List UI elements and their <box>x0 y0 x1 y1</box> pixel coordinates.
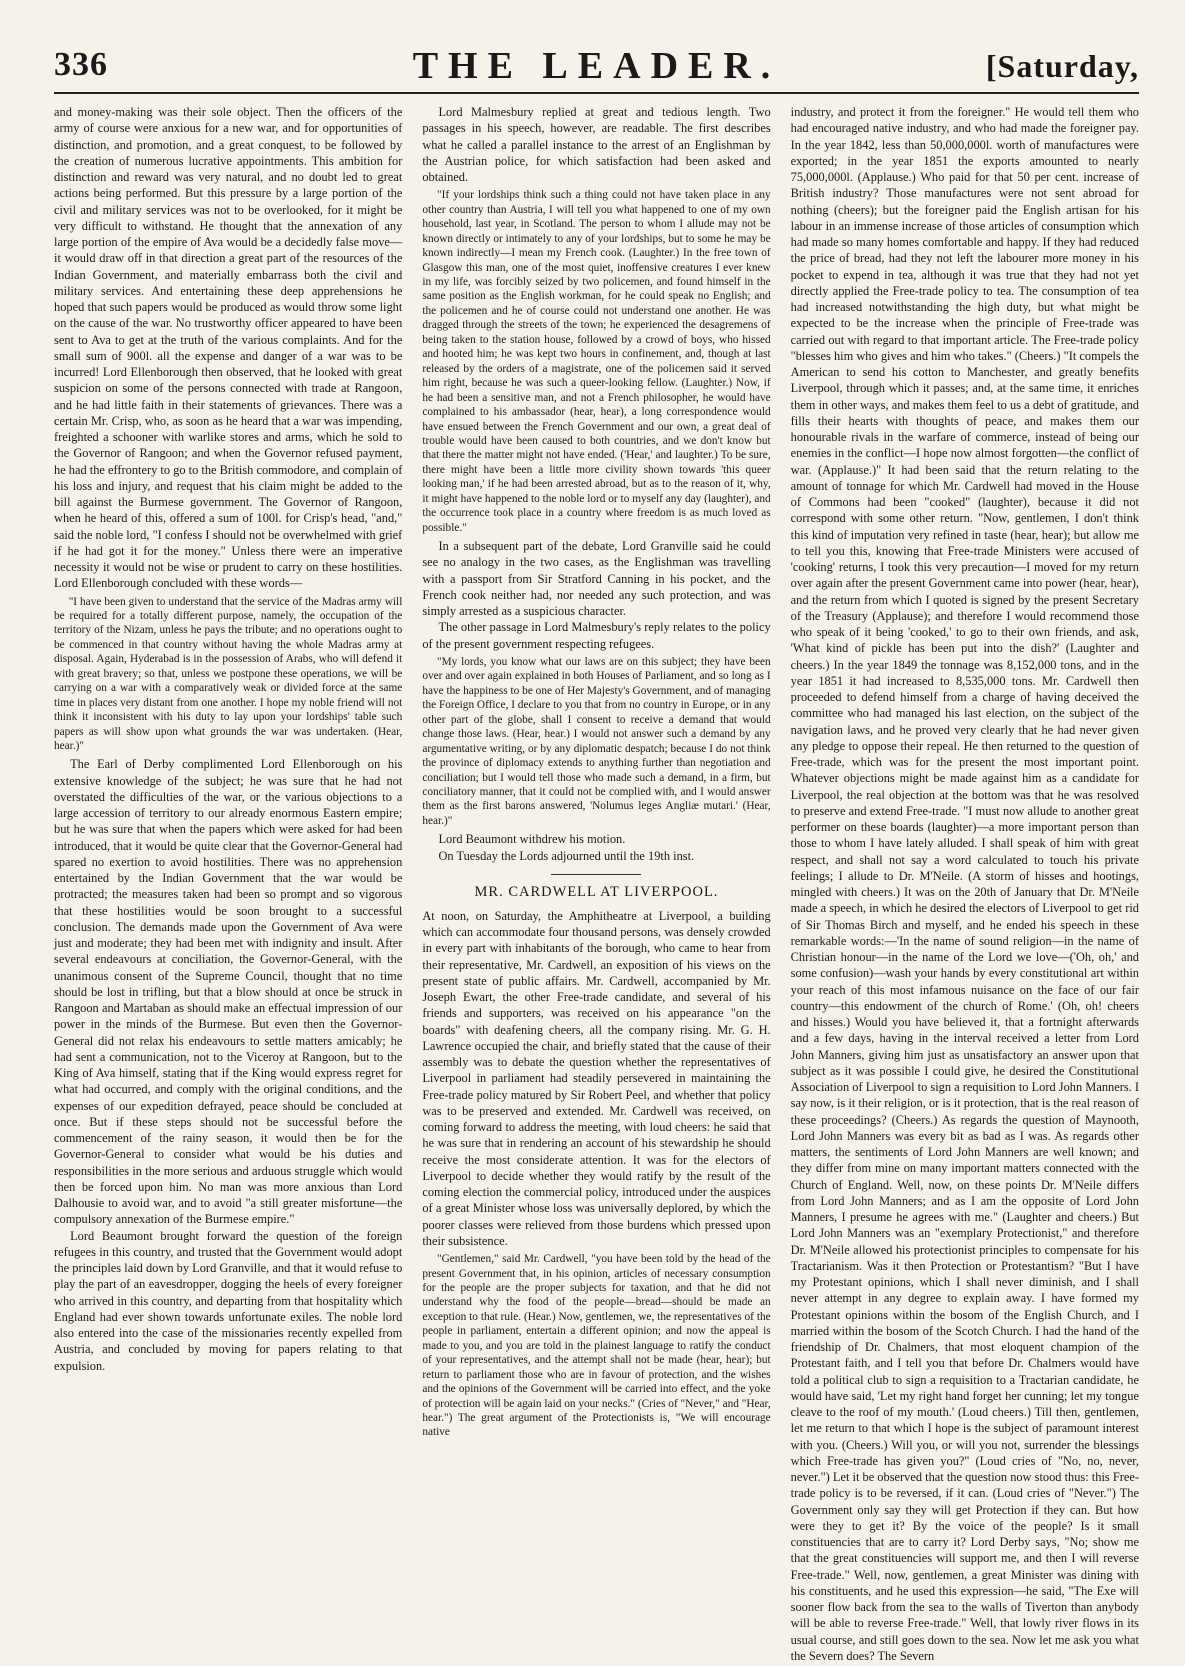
quoted-speech: "My lords, you know what our laws are on this subject; they have been over and over again explained in both Houses of Parliament, and so long as I have the happiness to be one of Her Majesty's Government, and of managing the Foreign Office, I declare to you that from no country in Europe, or in any other part of the globe, shall I consent to receive a demand that would change those laws. (Hear, hear.) I would not answer such a demand by any argumentative writing, or by any diplomatic despatch; because I do not think the province of diplomacy extends to anything further than negotiation and conciliation; but I would tell those who made such a demand, in a firm, but conciliatory manner, that it could not be complied with, and I would answer them as the first barons answered, 'Nolumus leges Angliæ mutari.' (Hear, hear.)" <box>422 655 771 827</box>
newspaper-title: THE LEADER. <box>412 45 781 87</box>
article-paragraph: The other passage in Lord Malmesbury's reply relates to the policy of the present government respecting refugees. <box>422 620 771 651</box>
column-2 <box>422 104 770 1649</box>
column-3 <box>790 104 1139 1663</box>
column-1 <box>54 104 402 1649</box>
article-paragraph: The Earl of Derby complimented Lord Ellenborough on his extensive knowledge of the subject; he was sure that he had not overstated the difficulties of the war, or the various objections to a large accession of territory to our already enormous Eastern empire; but he was sure that when the papers which were asked for had been introduced, that it would be quite clear that the Governor-General had spared no exertion to avoid hostilities. There was no apprehension entertained by the Indian Government that the war would be protracted; the measures taken had been so prompt and so vigorous that these hostilities would be soon brought to a successful conclusion. The demands made upon the Government of Ava were just and moderate; they had been met with indignity and insult. After several endeavours at conciliation, the Governor-General, with the unanimous consent of the Supreme Council, thought that no time should be lost in trifling, but that a blow should at once be struck in Rangoon and Martaban as should make an effectual impression of our power in the minds of the Burmese. But even then the Governor-General did not relax his endeavours to settle matters amicably; he had sent a communication, not to the Viceroy at Rangoon, but to the King of Ava himself, stating that if the King would express regret for what had occurred, and comply with the original conditions, and the expenses of our expedition defrayed, peace should be concluded at once. But if these steps should not be successful before the commencement of the rainy season, it would then be for the Governor-General to consider what would be his duties and responsibilities in the more serious and arduous struggle which would then be forced upon him. No man was more anxious than Lord Dalhousie to avoid war, and to avoid "a still greater misfortune—the compulsory annexation of the Burmese empire." <box>54 757 403 1227</box>
article-paragraph: In a subsequent part of the debate, Lord Granville said he could see no analogy in the two cases, as the Englishman was travelling with a passport from Sir Stratford Canning in his pocket, and the French cook neither had, nor needed any such protection, and was simply arrested as a suspicious character. <box>422 539 771 619</box>
article-paragraph: industry, and protect it from the foreigner." He would tell them who had encouraged native industry, and who had made the foreigner pay. In the year 1842, less than 50,000,000l. worth of manufactures were exported; in the year 1851 the exports amounted to nearly 75,000,000l. (Applause.) Who paid for that 50 per cent. increase of British industry? Those manufactures were not sent abroad for nothing (cheers); but the foreigner paid the English artisan for his labour in an immense increase of those articles of consumption which had made so many homes comfortable and happy. If they had reduced the price of bread, had they not left the labourer more money in his pocket to expend in tea, although it was true that they had not yet directly applied the Free-trade policy to tea. The consumption of tea had increased notwithstanding the high duty, but what might be expected to be the increase when the principle of Free-trade was carried out with regard to that important article. The Free-trade policy "blesses him who gives and him who takes." (Cheers.) "It compels the American to send his cotton to Manchester, and greatly benefits Liverpool, through which it passes; and, at the same time, it enriches them in other ways, and makes them feel to us a debt of gratitude, and fills their hearts with thoughts of peace, and makes them our honourable rivals in the warfare of commerce, instead of being our enemies in the conflict—I hope now almost forgotten—the conflict of war. (Applause.)" It had been said that the return relating to the amount of tonnage for which Mr. Cardwell had moved in the House of Commons had been "cooked" (laughter), because it did not correspond with some other return. "Now, gentlemen, I don't think this kind of imputation very refined in taste (hear, hear); but allow me to tell you this, knowing that Free-trade Ministers were accused of 'cooking' returns, I took this very precaution—I moved for my return over again after the present Government came into power (hear, hear), and the return from which I quoted is signed by the present Secretary of the Treasury (Applause); and therefore I would recommend those who speak of it being 'cooked,' to go to their own friends, and ask, 'What kind of pickle has been put into the dish?' (Laughter and cheers.) In the year 1849 the tonnage was 8,152,000 tons, and in the year 1851 it had increased to 8,535,000 tons. Mr. Cardwell then proceeded to defend himself from a charge of having deceived the committee who had managed his last election, on the subject of the navigation laws, and he proved very clearly that he had never given any pledge to oppose their repeal. He then returned to the question of Free-trade, which was for the present the most important point. Whatever objections might be made against him as a candidate for Liverpool, the real objection at the bottom was that he was resolved to preserve and extend Free-trade. "I must now allude to another great performer on these boards (laughter)—a more important person than those to whom I have lately alluded. I shall speak of him with great respect, and shall not say a word calculated to touch his private feelings; I allude to Dr. M'Neile. (A storm of hisses and hootings, mingled with cheers.) It was on the 20th of January that Dr. M'Neile made a speech, in which he desired the electors of Liverpool to get rid of Sir Thomas Birch and myself, and he ended his speech in these remarkable words:—'In the name of sound religion—in the name of Christian honour—in the name of the Lord we love—('Oh, oh,' and some confusion)—wash your hands by every constitutional art within your reach of this most infamous nuisance on the face of our fair country—this endowment of the church of Rome.' (Oh, oh! cheers and hisses.) Would you have believed it, that a fortnight afterwards and a few days, having in the interval received a letter from Lord John Manners, giving him just as unsatisfactory an answer upon that subject as it was possible I could give, he desired the Constitutional Association of Liverpool to sign a requisition to Lord John Manners. I say now, is it their religion, or is it protection, that is the real reason of these proceedings? (Cheers.) As regards the question of Maynooth, Lord John Manners was every bit as bad as I was. As regards other matters, the sentiments of Lord John Manners are well known; and they differ from mine on many important matters connected with the Church of England. Well, now, on these points Dr. M'Neile differs from Lord John Manners; and as I am the opposite of Lord John Manners, I presume he agrees with me." (Laughter and cheers.) But Lord John Manners was an "exemplary Protectionist," and therefore Dr. M'Neile allowed his protectionist principles to compensate for his Tractarianism. Was it then Protection or Protestantism? "But I have my Protestant opinions, which I shall never diminish, and I shall never attempt in any degree to explain away. I have formed my Protestant opinions within the bosom of the English Church, and I married within the bosom of the Scotch Church. I had the hand of the friendship of Dr. Chalmers, that most eloquent champion of the Protestant faith, and I tell you that before Dr. Chalmers would have told a political club to sign a requisition to a Tractarian candidate, he would have said, 'Let my right hand forget her cunning; let my tongue cleave to the roof of my mouth.' (Loud cheers.) Till then, gentlemen, let me return to that which I hope is the subject of paramount interest with you. (Cheers.) Will you, or will you not, surrender the blessings which Free-trade has given you?" (Loud cries of "No, no, never, never.") Let it be observed that the question now stood thus: this Free-trade policy is to be reversed, if it can. (Loud cries of "Never.") The Government only say they will get Protection if they can. But how were they to get it? By the voice of the people? Is it small constituencies that are to carry it? Lord Derby says, "No; show me that the great constituencies will support me, and then I will reverse Free-trade." Well, now, gentlemen, a great Minister was dining with his constituents, and he used this expression—he said, "The Exe will sooner flow back from the sea to the walls of Tiverton than anybody will be able to reverse Free-trade." Well, that lowly river flows in its usual course, and still goes down to the sea. Now let me ask you what the Severn does? The Severn <box>790 105 1139 1663</box>
article-paragraph: Lord Beaumont withdrew his motion. <box>438 832 626 847</box>
quoted-speech: "I have been given to understand that the service of the Madras army will be required for a totally different purpose, namely, the occupation of the territory of the Nizam, unless he pays the tribute; and no operations ought to be commenced in that country without having the whole Madras army at disposal. Again, Hyderabad is in the possession of Arabs, who will defend it with great bravery; so that, unless we postpone these operations, we will be carrying on a war with a comparatively weak or divided force at the same time in places very distant from one another. I hope my noble friend will not think it inconsistent with his duty to lay upon your lordships' table such papers as will show upon what grounds the war was undertaken. (Hear, hear.)" <box>54 595 403 753</box>
section-divider <box>551 874 641 875</box>
article-paragraph: On Tuesday the Lords adjourned until the 19th inst. <box>438 848 695 863</box>
article-paragraph: Lord Beaumont brought forward the question of the foreign refugees in this country, and trusted that the Government would adopt the principles laid down by Lord Granville, and that it would refuse to play the part of an eavesdropper, dogging the heels of every foreigner who arrived in this country, and departing from that hospitality which England had ever shown towards unfortunate exiles. The noble lord also entered into the case of the missionaries recently expelled from Austria, and concluded by moving for papers relating to that expulsion. <box>54 1228 403 1373</box>
dateline: [Saturday, <box>985 48 1139 84</box>
article-paragraph: At noon, on Saturday, the Amphitheatre at Liverpool, a building which can accommodate four thousand persons, was densely crowded in every part with inhabitants of the borough, who came to hear from their representative, Mr. Cardwell, an exposition of his views on the present state of public affairs. Mr. Cardwell, accompanied by Mr. Joseph Ewart, the other Free-trade candidate, and several of his friends and supporters, was received on his appearance "on the boards" with deafening cheers, all the company rising. Mr. G. H. Lawrence occupied the chair, and briefly stated that the cause of their assembly was to debate the question whether the representatives of Liverpool in parliament had steadily persevered in maintaining the Free-trade policy matured by Sir Robert Peel, and whether that policy was to be preserved and extended. Mr. Cardwell was received, on coming forward to address the meeting, with loud cheers: he said that he was sure that in rendering an account of his stewardship he should receive the most considerate attention. It was for the electors of Liverpool to decide whether they would ratify by the result of the coming election the commercial policy, introduced under the auspices of a great Minister whose loss was universally deplored, by which the poorer classes were relieved from those burdens which pressed upon their subsistence. <box>422 908 771 1248</box>
article-columns <box>54 104 1139 1663</box>
quoted-speech: "Gentlemen," said Mr. Cardwell, "you have been told by the head of the present Government that, in his opinion, articles of necessary consumption for the people are the proper subjects for taxation, and that he did not understand why the food of the people—bread—should be made an exception to that rule. (Hear.) Now, gentlemen, we, the representatives of the people in parliament, entertain a different opinion; and now the appeal is made to you, and you are told in the plainest language to ratify the conduct of your representatives, and the attempt shall not be made (hear, hear); but return to parliament those who are in favour of protection, and the wishes and the opinions of the Government will be carried into effect, and the yoke of protection will be again laid on your necks." (Cries of "Never," and "Hear, hear.") The great argument of the Protectionists is, "We will encourage native <box>422 1253 771 1439</box>
section-heading: MR. CARDWELL AT LIVERPOOL. <box>474 883 719 900</box>
page-number: 336 <box>54 46 108 83</box>
quoted-speech: "If your lordships think such a thing could not have taken place in any other country than Austria, I will tell you what happened to one of my own household, last year, in Scotland. The person to whom I allude may not be known directly or intimately to any of your lordships, but to some he may be known indirectly—I mean my French cook. (Laughter.) In the free town of Glasgow this man, one of the most quiet, inoffensive creatures I ever knew in my life, was forcibly seized by two policemen, and found himself in the same position as the English workman, for he could speak no English; and the policemen and he of course could not understand one another. He was dragged through the streets of the town; he experienced the desagremens of being taken to the station house, followed by a crowd of boys, who hissed and hooted him; he was kept two hours in confinement, and, though at last released by the orders of a magistrate, one of the policemen said it served him right, because he was such a queer-looking fellow. (Laughter.) Now, if he had been a sensitive man, and not a French philosopher, he would have complained to his ambassador (hear, hear), a long correspondence would have ensued between the French Government and our own, a great deal of trouble would have been caused to both countries, and we don't know but that there the matter might not have ended. ('Hear,' and laughter.) To be sure, there might have been a little more civility shown towards 'this queer looking man,' if he had been arrested abroad, but as to the reason of it, why, it might have happened to the noble lord or to myself any day (laughter), and the occurrence took place in a country where freedom is as much loved as possible." <box>422 189 771 534</box>
article-paragraph: Lord Malmesbury replied at great and tedious length. Two passages in his speech, however, are readable. The first describes what he called a parallel instance to the arrest of an Englishman by the Austrian police, for which satisfaction had been asked and obtained. <box>422 105 771 184</box>
masthead <box>54 44 1139 94</box>
article-paragraph: and money-making was their sole object. Then the officers of the army of course were anxious for a new war, and for opportunities of distinction, and promotion, and a great conquest, to be followed by the creation of numerous lucrative appointments. This ambition for distinction and reward was very natural, and no doubt led to great actions being performed. But this pressure by a large portion of the civil and military services was not to be overlooked, for it might be very difficult to withstand. He thought that the annexation of any large portion of the empire of Ava would be a decidedly false move—it would draw off in that direction a great part of the resources of the Indian Government, and materially embarrass both the civil and military services. And entertaining these deep apprehensions he hoped that such papers would be produced as would throw some light on the cause of the war. No trustworthy officer appeared to have been sent to Ava to get at the truth of the various complaints. And for the small sum of 900l. all the expense and danger of a war was to be incurred! Lord Ellenborough then observed, that he looked with great suspicion on some of the persons connected with trade at Rangoon, and he had little faith in their statements of grievances. There was a certain Mr. Crisp, who, as soon as he heard that a war was impending, freighted a schooner with warlike stores and arms, which he sold to the Governor of Rangoon; and when the Governor refused payment, he had the effrontery to go to the British commodore, and complain of his loss and injury, and request that his claim might be added to the bill against the Burmese government. The Governor of Rangoon, when he heard of this, offered a sum of 100l. for Crisp's head, "and," said the noble lord, "I confess I should not be overwhelmed with grief if he had got it for the money." Unless there were an imperative necessity it would not be wise or prudent to carry on these hostilities. Lord Ellenborough concluded with these words— <box>54 105 403 591</box>
